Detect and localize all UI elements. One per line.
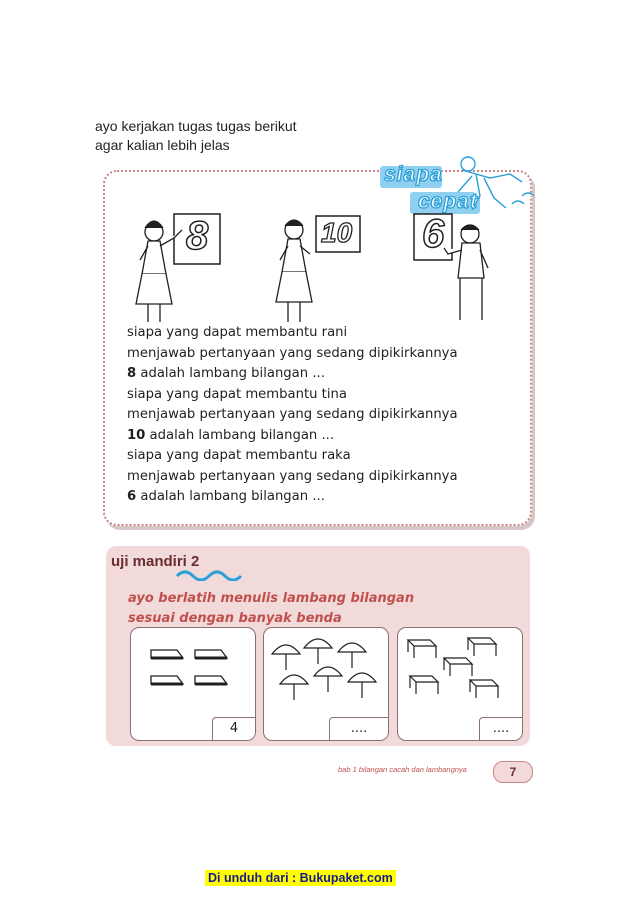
- siapa-cepat-questions: [127, 323, 458, 508]
- count-card-shoes: [130, 627, 256, 741]
- card-number-6: 6: [422, 212, 445, 256]
- question-line: menjawab pertanyaan yang sedang dipikirkannya: [127, 468, 458, 484]
- children-figures: [130, 208, 510, 326]
- answer-box[interactable]: 4: [212, 717, 256, 741]
- question-line: siapa yang dapat membantu tina: [127, 386, 347, 402]
- instruction-line-2: sesuai dengan banyak benda: [128, 611, 342, 626]
- child-figure-raka: [404, 208, 504, 331]
- count-card-tables: [397, 627, 523, 741]
- girl-pointing-icon: [130, 208, 230, 326]
- count-card-umbrellas: [263, 627, 389, 741]
- wave-icon: [175, 567, 245, 581]
- answer-box[interactable]: ....: [329, 717, 389, 741]
- question-line: 8 adalah lambang bilangan ...: [127, 366, 325, 381]
- page-number: 7: [493, 761, 533, 783]
- uji-mandiri-title: uji mandiri 2: [111, 553, 200, 570]
- uji-mandiri-instructions: [128, 589, 414, 629]
- intro-text: [95, 117, 297, 155]
- question-line: 6 adalah lambang bilangan ...: [127, 489, 325, 504]
- child-figure-rani: [130, 208, 230, 331]
- siapa-label: siapa: [384, 163, 443, 186]
- download-link[interactable]: Di unduh dari : Bukupaket.com: [205, 870, 396, 886]
- question-line: siapa yang dapat membantu raka: [127, 448, 351, 463]
- cepat-label: cepat: [418, 190, 478, 213]
- question-line: menjawab pertanyaan yang sedang dipikirkannya: [127, 345, 458, 361]
- question-line: 10 adalah lambang bilangan ...: [127, 427, 335, 443]
- intro-line-2: agar kalian lebih jelas: [95, 137, 230, 153]
- chapter-note: bab 1 bilangan cacah dan lambangnya: [338, 765, 467, 774]
- intro-line-1: ayo kerjakan tugas tugas berikut: [95, 118, 297, 134]
- boy-pointing-icon: [404, 208, 504, 326]
- answer-box[interactable]: ....: [479, 717, 523, 741]
- child-figure-tina: [266, 208, 366, 331]
- question-line: menjawab pertanyaan yang sedang dipikirkannya: [127, 407, 458, 422]
- question-line: siapa yang dapat membantu rani: [127, 325, 348, 340]
- card-number-8: 8: [186, 214, 209, 258]
- card-number-10: 10: [321, 217, 353, 248]
- instruction-line-1: ayo berlatih menulis lambang bilangan: [128, 591, 415, 606]
